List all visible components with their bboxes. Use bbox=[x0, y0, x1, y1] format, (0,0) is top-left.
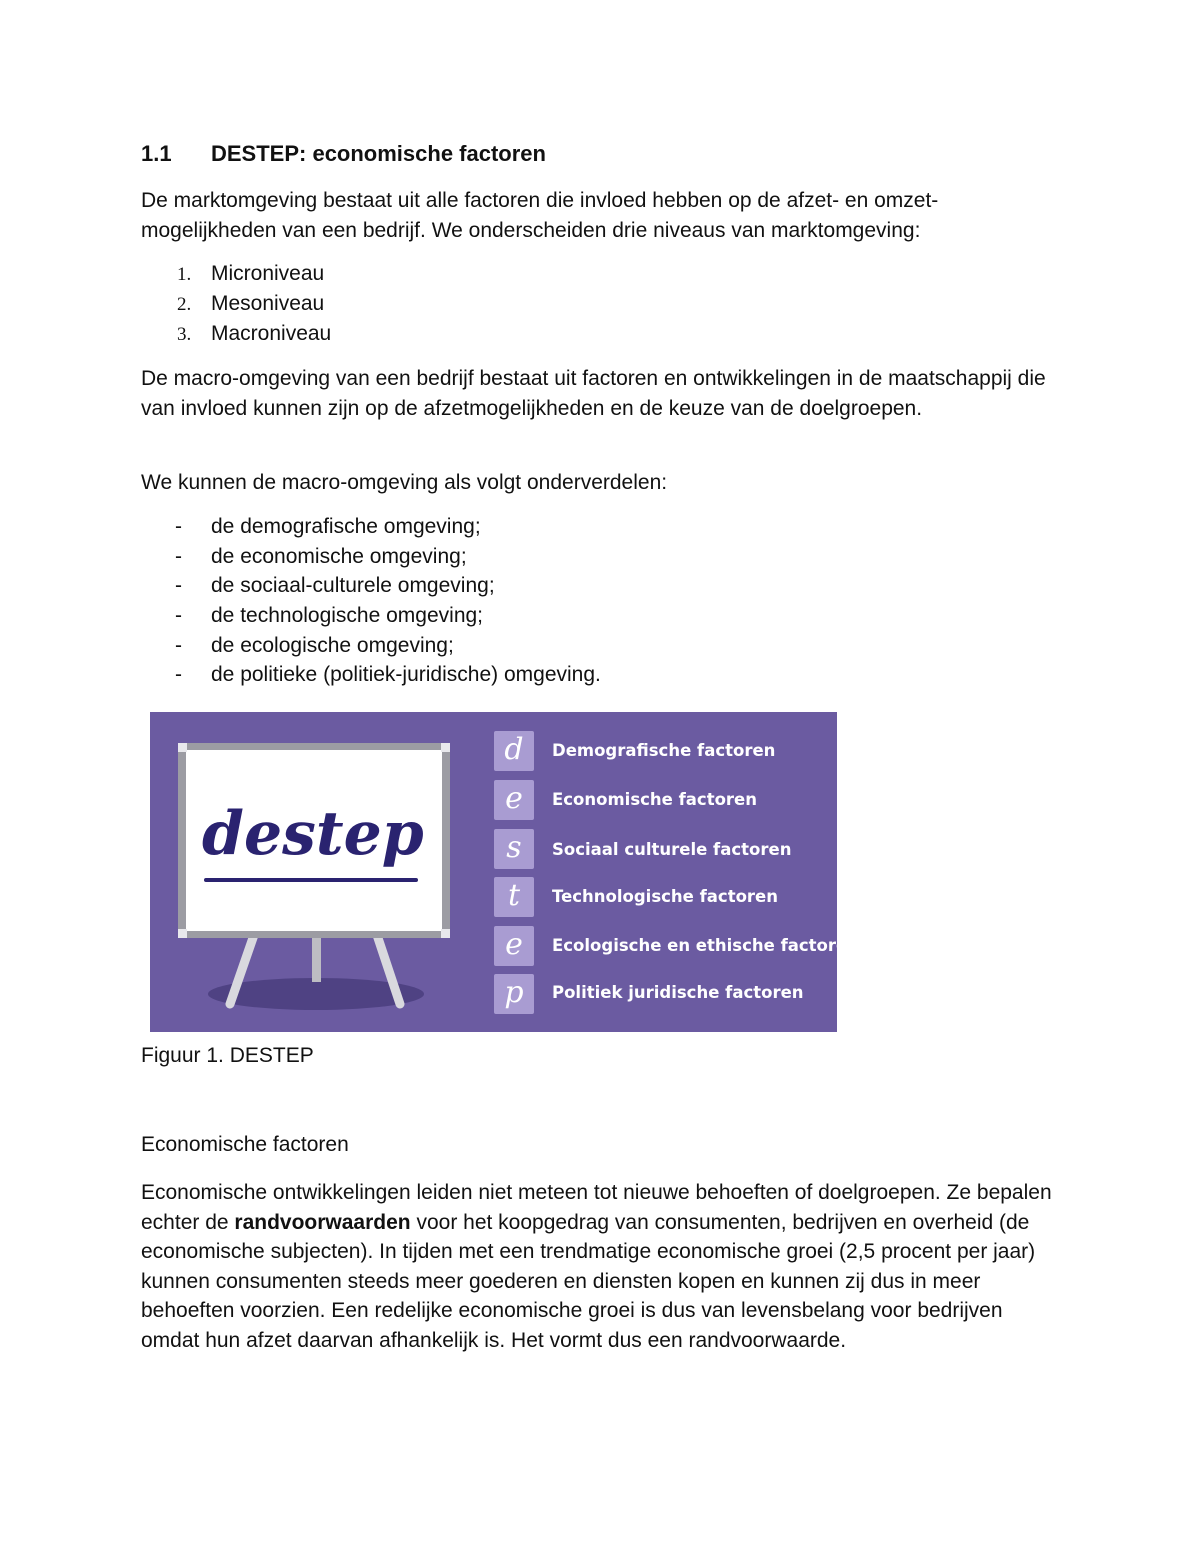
board-word: destep bbox=[202, 799, 424, 869]
list-dash: - bbox=[175, 633, 182, 657]
letter-box: e bbox=[494, 780, 534, 820]
list-label: de sociaal-culturele omgeving; bbox=[211, 574, 495, 598]
destep-figure bbox=[150, 712, 859, 1032]
list-label: de demografische omgeving; bbox=[211, 515, 481, 538]
environment-list bbox=[141, 512, 601, 690]
list-number: 2. bbox=[177, 293, 192, 315]
list-dash: - bbox=[175, 515, 182, 538]
intro-paragraph: De marktomgeving bestaat uit alle factoren die invloed hebben op de afzet- en omzet-mogelijkheden van een bedrijf. We onderscheiden drie niveaus van marktomgeving: bbox=[141, 189, 939, 242]
list-label: Microniveau bbox=[211, 262, 325, 285]
bold-keyword: randvoorwaarden bbox=[234, 1210, 411, 1234]
list-label: de technologische omgeving; bbox=[211, 604, 484, 628]
list-item bbox=[141, 631, 601, 661]
letter-box: s bbox=[494, 829, 534, 869]
list-number: 1. bbox=[177, 264, 192, 285]
letter-box: t bbox=[494, 877, 534, 917]
subheading: Economische factoren bbox=[141, 1133, 349, 1156]
letter-box: p bbox=[494, 974, 534, 1014]
frame-corner bbox=[178, 929, 187, 938]
section-number: 1.1 bbox=[141, 141, 172, 166]
frame-corner bbox=[441, 929, 450, 938]
list-label: de economische omgeving; bbox=[211, 544, 467, 568]
list-dash: - bbox=[175, 604, 182, 628]
factor-label: Politiek juridische factoren bbox=[552, 983, 804, 1002]
factor-label: Demografische factoren bbox=[552, 741, 776, 760]
list-label: de politieke (politiek-juridische) omgeving. bbox=[211, 663, 601, 687]
list-item bbox=[141, 571, 601, 601]
list-item bbox=[141, 319, 331, 349]
body-text: voor het koopgedrag van consumenten, bedrijven en overheid (de economische subjecten). In tijden met een trendmatige economische groei (2,5 procent per jaar) kunnen consumenten steeds meer goederen en diensten kopen en kunnen zij dus in meer behoeften voorzien. Een redelijke economische groei is dus van levensbelang voor bedrijven omdat hun afzet daarvan afhankelijk is. Het vormt dus een randvoorwaarde. bbox=[141, 1210, 1036, 1352]
factor-label: Technologische factoren bbox=[552, 887, 778, 906]
list-item bbox=[141, 512, 601, 542]
list-item bbox=[141, 289, 331, 319]
letter-box: e bbox=[494, 926, 534, 966]
factor-label: Sociaal culturele factoren bbox=[552, 840, 792, 859]
section-heading bbox=[141, 141, 546, 167]
macro-definition-paragraph: De macro-omgeving van een bedrijf bestaat uit factoren en ontwikkelingen in de maatschappij die van invloed kunnen zijn op de afzetmogelijkheden en de keuze van de doelgroepen. bbox=[141, 367, 1046, 420]
list-item bbox=[141, 542, 601, 572]
list-label: Mesoniveau bbox=[211, 291, 325, 315]
figure-caption: Figuur 1. DESTEP bbox=[141, 1044, 314, 1067]
body-paragraph bbox=[141, 1178, 1066, 1355]
section-title: DESTEP: economische factoren bbox=[211, 141, 546, 166]
list-dash: - bbox=[175, 663, 182, 687]
list-label: Macroniveau bbox=[211, 321, 332, 345]
list-item bbox=[141, 601, 601, 631]
body-text: Economische ontwikkelingen leiden niet meteen tot nieuwe behoeften of doelgroepen. Ze bepalen echter de bbox=[141, 1181, 1052, 1234]
list-dash: - bbox=[175, 574, 182, 598]
list-dash: - bbox=[175, 544, 182, 568]
list-label: de ecologische omgeving; bbox=[211, 633, 454, 657]
list-number: 3. bbox=[177, 323, 192, 345]
subdivision-intro: We kunnen de macro-omgeving als volgt onderverdelen: bbox=[141, 471, 668, 494]
list-item bbox=[141, 660, 601, 690]
factor-label: Economische factoren bbox=[552, 790, 757, 809]
level-list bbox=[141, 259, 331, 348]
list-item bbox=[141, 259, 331, 289]
frame-corner bbox=[441, 743, 450, 752]
frame-corner bbox=[178, 743, 187, 752]
factor-label: Ecologische en ethische factoren bbox=[552, 936, 859, 955]
letter-box: d bbox=[494, 731, 534, 771]
